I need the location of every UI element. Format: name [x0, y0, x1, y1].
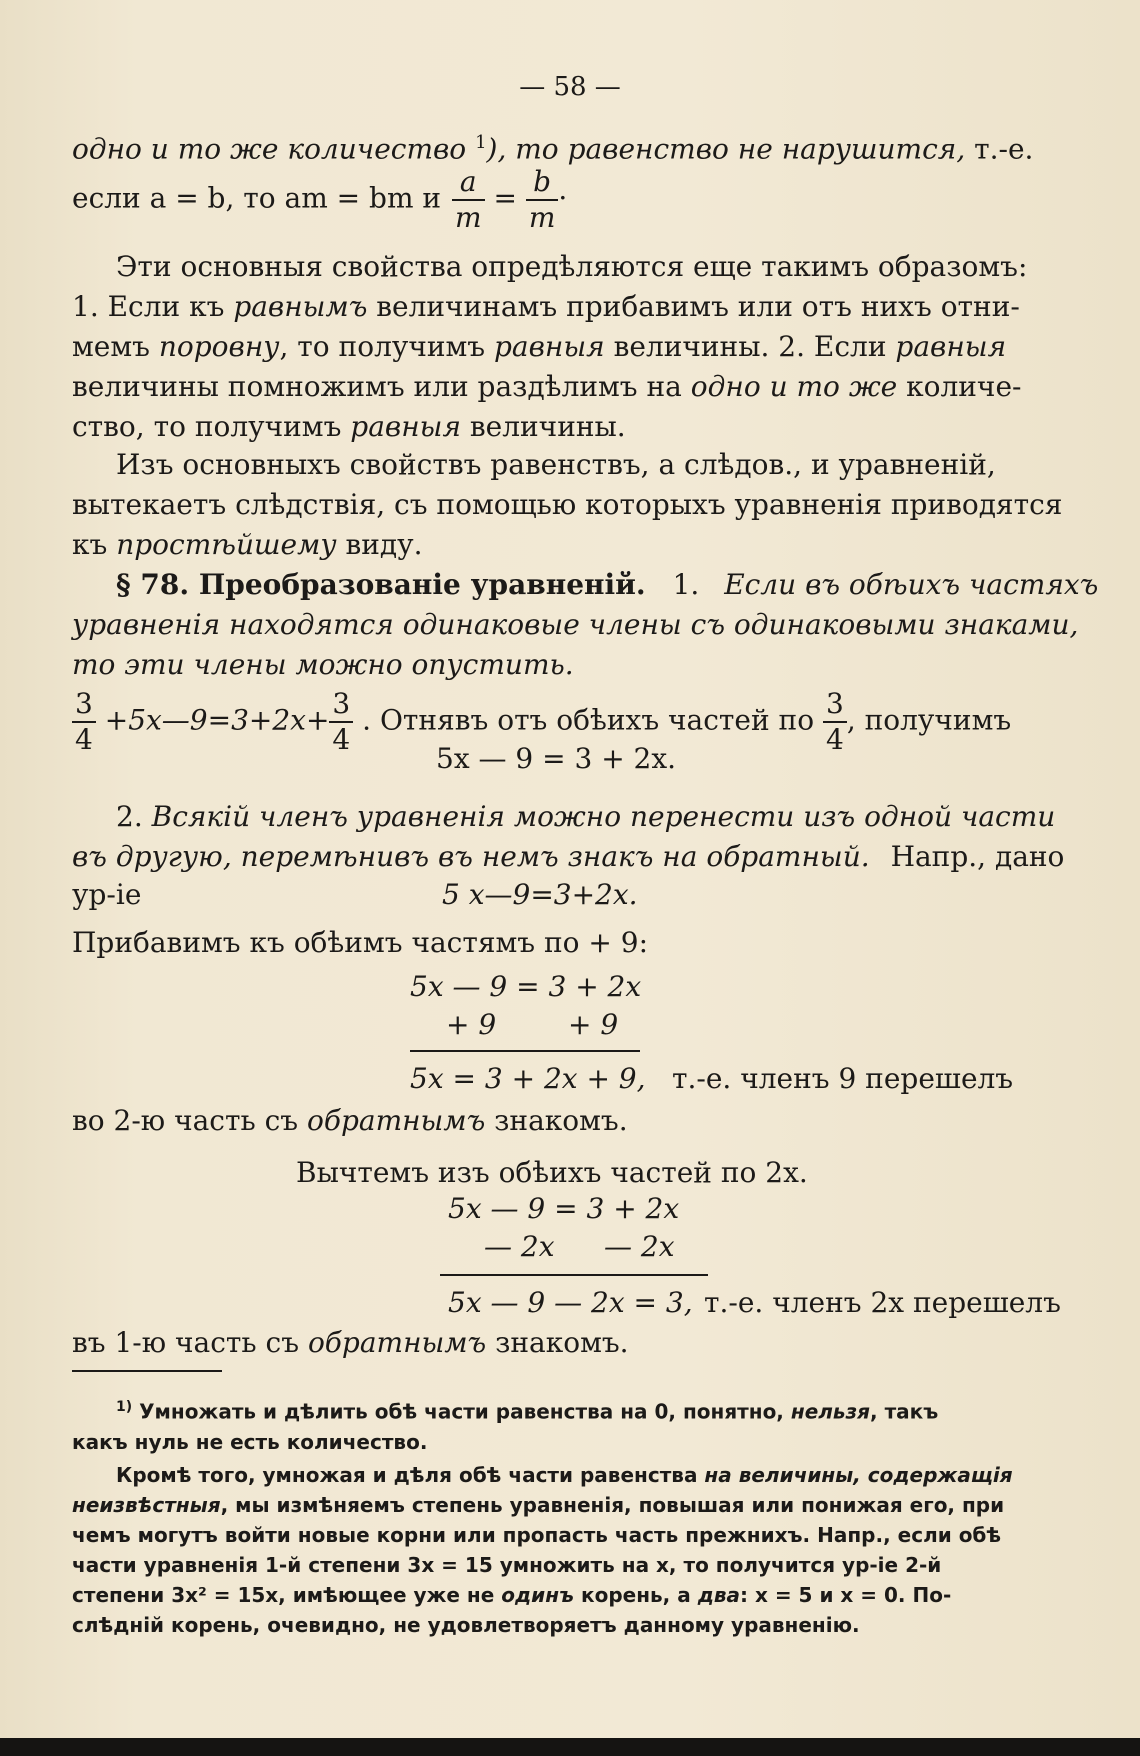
rule2-line-1: 2. Всякій членъ уравненія можно перенести изъ одной части [116, 800, 1056, 833]
fraction-3-4: $\frac{3}{4}$ [823, 690, 847, 754]
calc2-note-line-2: въ 1-ю часть съ обратнымъ знакомъ. [72, 1326, 629, 1359]
section-heading: § 78. Преобразованіе уравненій. [116, 568, 646, 601]
calc1-note: т.-е. членъ 9 перешелъ [672, 1062, 1014, 1095]
calc2-note: т.-е. членъ 2x перешелъ [704, 1286, 1061, 1319]
para2-line-2: вытекаетъ слѣдствія, съ помощью которыхъ уравненія приводятся [72, 488, 1063, 521]
subtract-instruction: Вычтемъ изъ обѣихъ частей по 2x. [296, 1156, 808, 1189]
footnote-p2: Кромѣ того, умножая и дѣля обѣ части равенства на величины, содержащія неизвѣстныя, мы измѣняемъ степень уравненія, повышая или понижая его, при чемъ могутъ войти новые корни или пропасть часть прежнихъ. Напр., если обѣ части уравненія 1-й степени 3x = 15 умножить на x, то получится ур-іе 2-й степени 3x² = 15x, имѣющее уже не одинъ корень, а два: x = 5 и x = 0. По- слѣдній корень, очевидно, не удовлетворяетъ данному уравненію. [72, 1463, 1013, 1637]
fraction-a-over-m: $\frac{a}{m}$ [452, 168, 485, 232]
calc2-result: 5x — 9 — 2x = 3, [448, 1286, 693, 1319]
para2-line-3: къ простѣйшему виду. [72, 528, 423, 561]
para1-line-5: ство, то получимъ равныя величины. [72, 410, 626, 443]
rule2-line-3-label: ур-іе [72, 878, 142, 911]
rule2-equation: 5 x—9=3+2x. [442, 878, 638, 911]
intro-line-2: если a = b, то am = bm и $\frac{a}{m}$ = $\frac{b}{m}$ · [72, 165, 568, 234]
example1-line: $\frac{3}{4}$ +5x—9=3+2x+ $\frac{3}{4}$ . Отнявъ отъ обѣихъ частей по $\frac{3}{4}$ , получимъ [72, 690, 1011, 754]
section-78-heading-line: § 78. Преобразованіе уравненій. 1. Если въ обѣихъ частяхъ [116, 568, 1099, 601]
calc1-mid-b: + 9 [568, 1008, 619, 1041]
calc1-note-line-2: во 2-ю часть съ обратнымъ знакомъ. [72, 1104, 628, 1137]
calc1-top: 5x — 9 = 3 + 2x [410, 970, 642, 1003]
para2-line-1: Изъ основныхъ свойствъ равенствъ, а слѣдов., и уравненій, [116, 448, 996, 481]
fraction-3-4: $\frac{3}{4}$ [72, 690, 96, 754]
para1-line-4: величины помножимъ или раздѣлимъ на одно и то же количе- [72, 370, 1022, 403]
calc1-result: 5x = 3 + 2x + 9, [410, 1062, 646, 1095]
calc2-mid-b: — 2x [604, 1230, 675, 1263]
fraction-3-4: $\frac{3}{4}$ [329, 690, 353, 754]
calc2-mid-a: — 2x [484, 1230, 555, 1263]
calc2-rule [440, 1274, 708, 1276]
calc1-rule [410, 1050, 640, 1052]
footnote-p1: $^{1)}$ Умножать и дѣлить обѣ части равенства на 0, понятно, нельзя, такъ какъ нуль не есть количество. [72, 1399, 939, 1454]
rule1-line-2: уравненія находятся одинаковые члены съ одинаковыми знаками, [72, 608, 1079, 641]
para1-line-2: 1. Если къ равнымъ величинамъ прибавимъ или отъ нихъ отни- [72, 290, 1020, 323]
intro-line-1: одно и то же количество $^1$), то равенство не нарушится, т.-е. [72, 132, 1034, 166]
page-number: — 58 — [519, 72, 621, 102]
rule2-line-2: въ другую, перемѣнивъ въ немъ знакъ на обратный. Напр., дано [72, 840, 1065, 873]
rule1-line-3: то эти члены можно опустить. [72, 648, 574, 681]
fraction-b-over-m: $\frac{b}{m}$ [526, 168, 559, 232]
para1-line-1: Эти основныя свойства опредѣляются еще такимъ образомъ: [116, 250, 1028, 283]
page-bottom-edge [0, 1738, 1140, 1756]
example1-result: 5x — 9 = 3 + 2x. [436, 742, 677, 775]
calc2-top: 5x — 9 = 3 + 2x [448, 1192, 680, 1225]
add-instruction: Прибавимъ къ обѣимъ частямъ по + 9: [72, 926, 649, 959]
calc1-mid-a: + 9 [446, 1008, 497, 1041]
footnote-separator [72, 1370, 222, 1372]
para1-line-3: мемъ поровну, то получимъ равныя величины. 2. Если равныя [72, 330, 1007, 363]
